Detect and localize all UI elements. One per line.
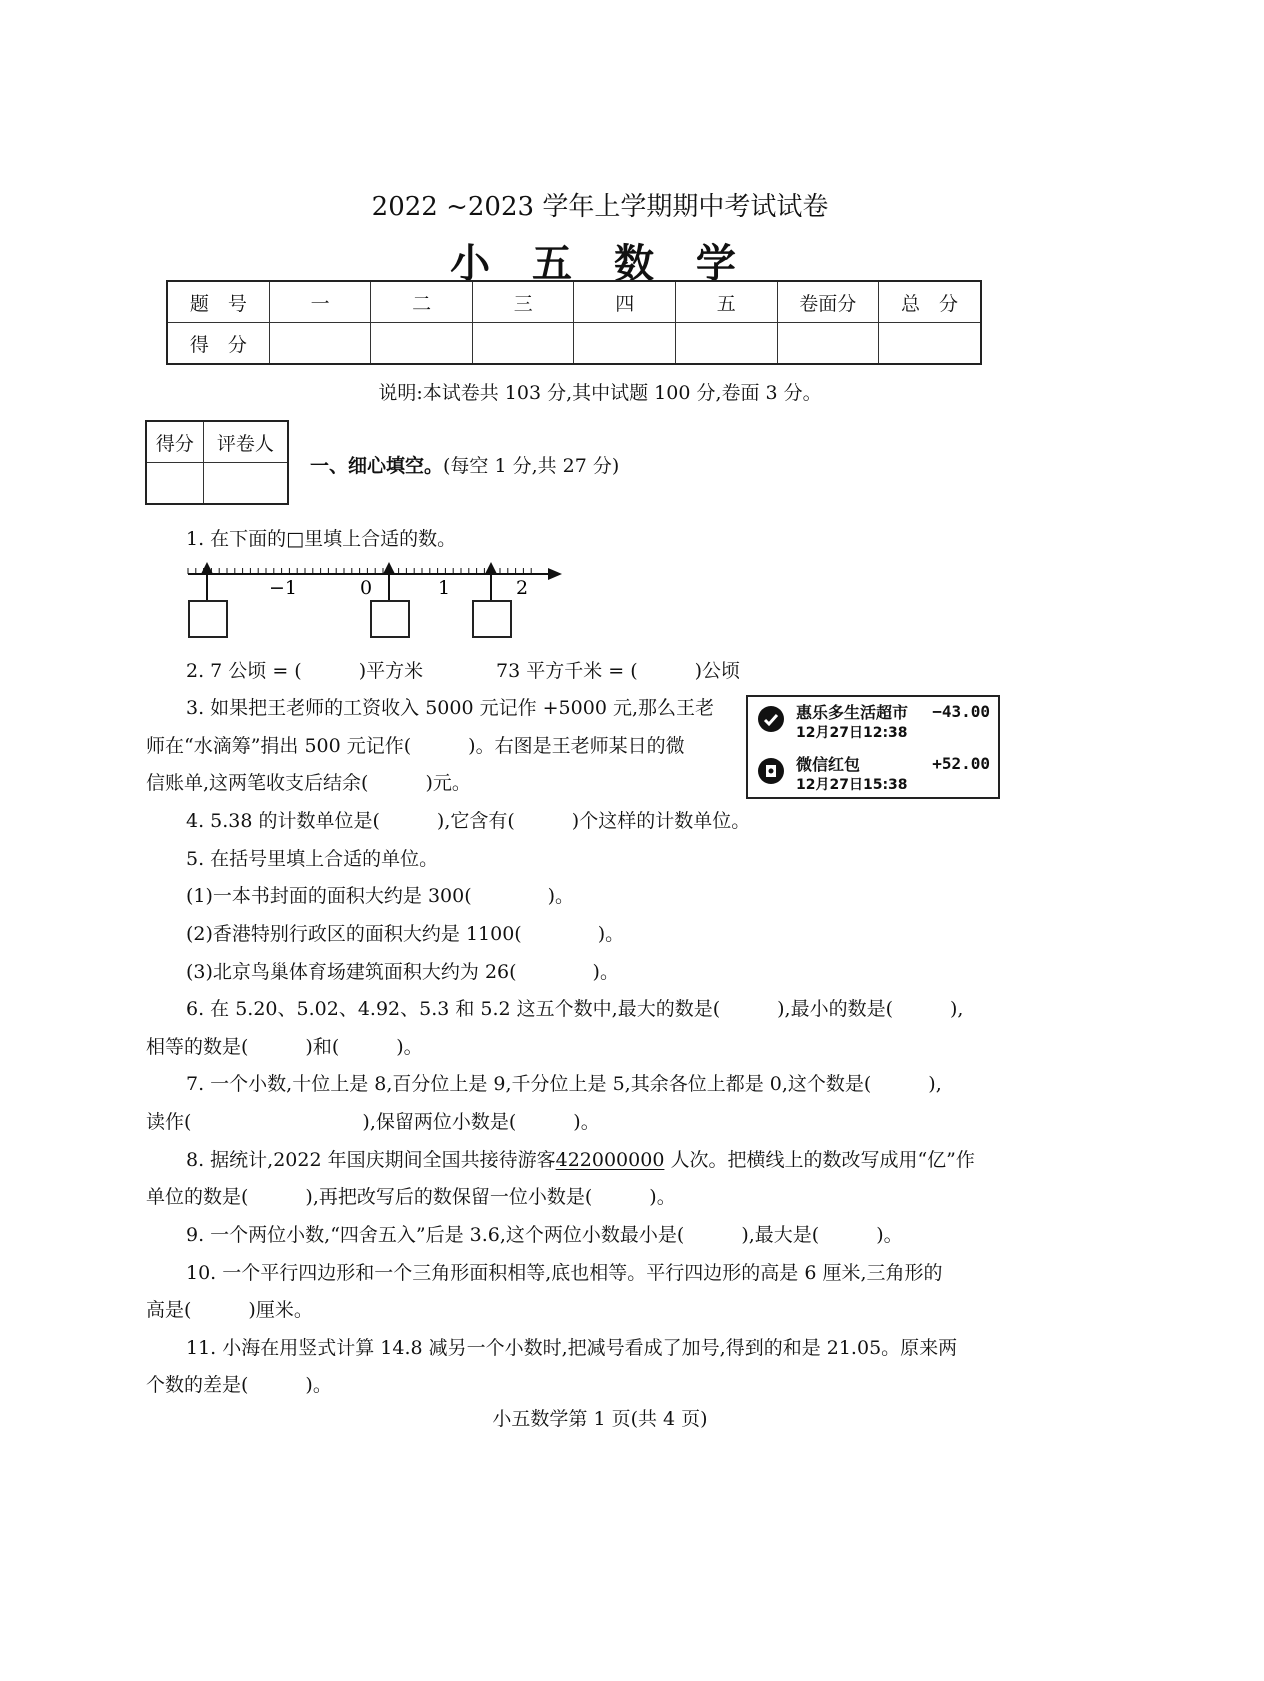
payment-icon: [758, 706, 784, 732]
score-header-cell: 总 分: [879, 281, 981, 323]
question-5-3: (3)北京鸟巢体育场建筑面积大约为 26( )。: [186, 961, 619, 983]
wechat-time: 12月27日15:38: [796, 777, 908, 793]
section-title-text: 一、细心填空。: [310, 455, 444, 477]
wechat-bill-row: [756, 752, 990, 792]
question-7-line-1: 7. 一个小数,十位上是 8,百分位上是 9,千分位上是 5,其余各位上都是 0,这个数是( ),: [186, 1073, 942, 1095]
question-3-line-2: 师在“水滴筹”捐出 500 元记作( )。右图是王老师某日的微: [146, 735, 685, 757]
score-header-cell: 卷面分: [777, 281, 879, 323]
score-table: [166, 280, 982, 365]
section-title-note: (每空 1 分,共 27 分): [443, 455, 620, 477]
score-header-cell: 二: [371, 281, 473, 323]
exam-note: 说明:本试卷共 103 分,其中试题 100 分,卷面 3 分。: [378, 382, 822, 404]
grader-name-cell: [203, 463, 288, 505]
pointer-arrow-head: [383, 562, 395, 574]
grader-name-label: 评卷人: [203, 421, 288, 463]
wechat-merchant: 惠乐多生活超市: [796, 703, 909, 722]
question-5-1: (1)一本书封面的面积大约是 300( )。: [186, 885, 575, 907]
question-1: 1. 在下面的□里填上合适的数。: [186, 528, 457, 550]
grader-score-cell: [146, 463, 203, 505]
question-8-text: 8. 据统计,2022 年国庆期间全国共接待游客: [186, 1149, 556, 1171]
score-cell: [269, 323, 371, 365]
score-header-cell: 题 号: [167, 281, 269, 323]
number-line-arrowhead: [548, 568, 562, 580]
number-line-label: 1: [437, 577, 451, 599]
question-5: 5. 在括号里填上合适的单位。: [186, 848, 439, 870]
question-11-line-1: 11. 小海在用竖式计算 14.8 减另一个小数时,把减号看成了加号,得到的和是 21.05。原来两: [186, 1337, 958, 1359]
wechat-bill: [746, 695, 1000, 799]
question-3-line-1: 3. 如果把王老师的工资收入 5000 元记作 +5000 元,那么王老: [186, 697, 714, 719]
score-header-cell: 五: [676, 281, 778, 323]
number-line-label: 0: [359, 577, 373, 599]
grader-score-label: 得分: [146, 421, 203, 463]
answer-box[interactable]: [188, 600, 228, 638]
pointer-arrow-head: [485, 562, 497, 574]
question-6-line-2: 相等的数是( )和( )。: [146, 1036, 423, 1058]
question-7-line-2: 读作( ),保留两位小数是( )。: [146, 1111, 600, 1133]
question-4: 4. 5.38 的计数单位是( ),它含有( )个这样的计数单位。: [186, 810, 751, 832]
question-10-line-2: 高是( )厘米。: [146, 1299, 313, 1321]
question-3-line-3: 信账单,这两笔收支后结余( )元。: [146, 772, 471, 794]
score-cell: [879, 323, 981, 365]
score-cell: [472, 323, 574, 365]
question-10-line-1: 10. 一个平行四边形和一个三角形面积相等,底也相等。平行四边形的高是 6 厘米,三角形的: [186, 1262, 943, 1284]
question-8-line-2: 单位的数是( ),再把改写后的数保留一位小数是( )。: [146, 1186, 676, 1208]
wechat-amount: +52.00: [932, 754, 990, 773]
underlined-number: 422000000: [555, 1149, 665, 1171]
wechat-merchant: 微信红包: [796, 755, 861, 774]
page-footer: 小五数学第 1 页(共 4 页): [492, 1408, 708, 1430]
score-cell: [574, 323, 676, 365]
score-cell: [777, 323, 879, 365]
question-9: 9. 一个两位小数,“四舍五入”后是 3.6,这个两位小数最小是( ),最大是( )。: [186, 1224, 903, 1246]
number-line-label: 2: [515, 577, 529, 599]
question-11-line-2: 个数的差是( )。: [146, 1374, 332, 1396]
section-title: [310, 451, 619, 478]
answer-box[interactable]: [472, 600, 512, 638]
question-2a: 2. 7 公顷 = ( )平方米: [186, 660, 424, 682]
score-cell: [371, 323, 473, 365]
score-table-header-row: [167, 281, 981, 323]
red-packet-icon: [758, 758, 784, 784]
grader-box: [145, 420, 289, 505]
wechat-time: 12月27日12:38: [796, 725, 908, 741]
question-5-2: (2)香港特别行政区的面积大约是 1100( )。: [186, 923, 625, 945]
question-8-line-1: [186, 1145, 975, 1172]
score-header-cell: 四: [574, 281, 676, 323]
score-header-cell: 一: [269, 281, 371, 323]
score-cell: [676, 323, 778, 365]
exam-title: 2022 ~2023 学年上学期期中考试试卷: [371, 192, 829, 222]
wechat-bill-row: [756, 700, 990, 740]
score-table-score-row: [167, 323, 981, 365]
wechat-amount: −43.00: [932, 702, 990, 721]
question-2b: 73 平方千米 = ( )公顷: [496, 660, 741, 682]
score-row-label: 得 分: [167, 323, 269, 365]
question-6-line-1: 6. 在 5.20、5.02、4.92、5.3 和 5.2 这五个数中,最大的数是( ),最小的数是( ),: [186, 998, 964, 1020]
number-line-label: −1: [268, 577, 298, 599]
exam-subtitle: 小 五 数 学: [450, 240, 750, 287]
score-header-cell: 三: [472, 281, 574, 323]
question-8-text: 人次。把横线上的数改写成用“亿”作: [664, 1149, 975, 1171]
answer-box[interactable]: [370, 600, 410, 638]
